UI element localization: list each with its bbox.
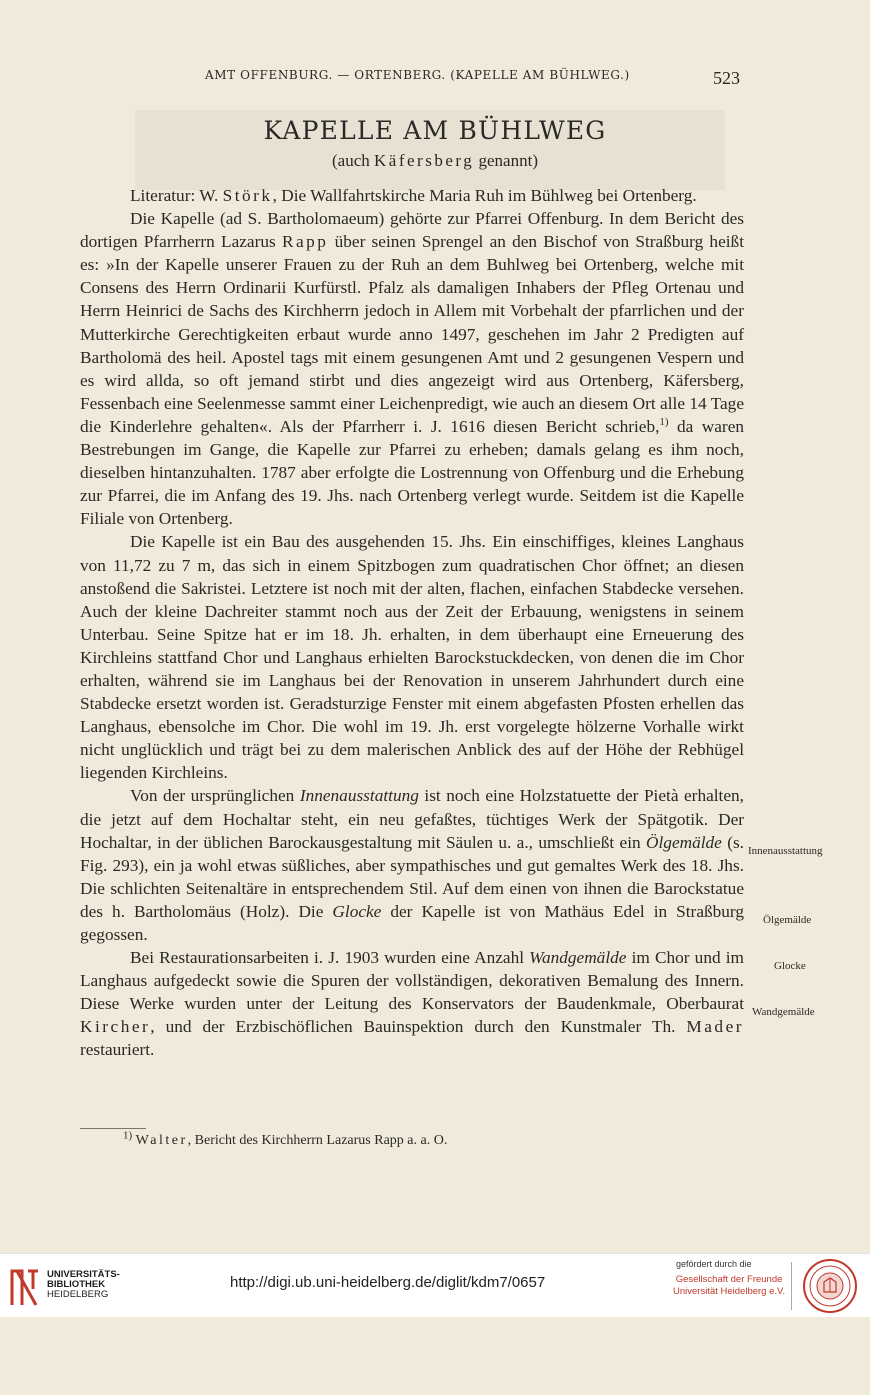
footnote-ref: 1) (659, 416, 669, 429)
permalink-url[interactable]: http://digi.ub.uni-heidelberg.de/diglit/kdm7/0657 (230, 1274, 546, 1291)
footer-bar (0, 1253, 870, 1317)
paragraph-interior: Von der ursprünglichen Innenausstattung ist noch eine Holzstatuette der Pietà erhalten, die jetzt auf dem Hochaltar steht, ein neu gefaßtes, tüchtiges Werk der Spätgotik. Der Hochaltar, in der üblichen Barockausgestaltung mit Säulen u. a., umschließt ein Ölgemälde (s. Fig. 293), ein ja wohl etwas süßliches, aber sympathisches und gut gemaltes Werk des 18. Jhs. Die schlichten Seitenaltäre in entsprechendem Stil. Auf dem einen von ihnen die Barockstatue des h. Bartholomäus (Holz). Die Glocke der Kapelle ist von Mathäus Edel in Straßburg gegossen. (80, 786, 745, 944)
margin-note-glocke: Glocke (774, 960, 806, 972)
page-number: 523 (713, 68, 740, 88)
margin-note-wandgemaelde: Wandgemälde (752, 1006, 815, 1018)
sponsor-name: Gesellschaft der Freunde Universität Heidelberg e.V. (673, 1274, 786, 1297)
body-text (80, 184, 744, 1062)
paragraph-building: Die Kapelle ist ein Bau des ausgehenden 15. Jhs. Ein einschiffiges, kleines Langhaus von 11,72 zu 7 m, das sich in einem Spitzbogen zum quadratischen Chor öffnet; an diesen anstoßend die Sakristei. Letztere ist noch mit der alten, flachen, einfachen Stabdecke versehen. Auch der kleine Dachreiter stammt noch aus der Zeit der Erbauung, wenigstens in seinem Unterbau. Seine Spitze hat er im 18. Jh. erhalten, in dem überhaupt eine Erneuerung des Kirchleins stattfand Chor und Langhaus erhielten Barockstuckdecken, von denen die im Chor erhalten, während sie im Langhaus bei der Renovation in unserem Jahrhundert durch eine Stabdecke ersetzt worden ist. Geradsturzige Fenster mit einem abgefasten Pfosten erhellen das Langhaus, ebensolche im Chor. Die wohl im 19. Jh. erst vorgelegte hölzerne Vorhalle wirkt nicht unglücklich und trägt bei zu dem malerischen Anblick des auf der Höhe der Rebhügel liegenden Kirchleins. (80, 532, 744, 783)
paragraph-literature: Literatur: W. Störk, Die Wallfahrtskirche Maria Ruh im Bühlweg bei Ortenberg. (130, 186, 697, 205)
margin-note-oelgemaelde: Ölgemälde (763, 914, 812, 926)
footnote: $^{1)}$ Walter, Bericht des Kirchherrn Lazarus Rapp a. a. O. (123, 1129, 448, 1148)
running-head: AMT OFFENBURG. — ORTENBERG. (KAPELLE AM BÜHLWEG.) (205, 68, 630, 82)
paragraph-restoration: Bei Restaurationsarbeiten i. J. 1903 wurden eine Anzahl Wandgemälde im Chor und im Langhaus aufgedeckt sowie die Spuren der vollständigen, dekorativen Bemalung des Innern. Diese Werke wurden unter der Leitung des Konservators der Baudenkmale, Oberbaurat Kircher, und der Erzbischöflichen Bauinspektion durch den Kunstmaler Th. Mader restauriert. (80, 948, 744, 1060)
chapter-title: KAPELLE AM BÜHLWEG (263, 116, 607, 145)
footnote-rule (80, 1128, 146, 1129)
sponsor-caption: gefördert durch die (676, 1259, 752, 1269)
footer-divider (791, 1262, 792, 1310)
library-logo-icon (8, 1265, 42, 1309)
chapter-subtitle: (auch Käfersberg genannt) (332, 151, 538, 170)
margin-note-innenausstattung: Innenausstattung (748, 845, 823, 857)
university-seal-icon (802, 1258, 858, 1314)
paragraph-history: Die Kapelle (ad S. Bartholomaeum) gehörte zur Pfarrei Offenburg. In dem Bericht des dortigen Pfarrherrn Lazarus Rapp über seinen Sprengel an den Bischof von Straßburg heißt es: »In der Kapelle unserer Frauen zu der Ruh an dem Buhlweg bei Ortenberg, welche mit Consens des Herrn Ordinarii Kurfürstl. Pfalz als damaligen Inhabers der Pfleg Ortenau und Herrn Heinrici de Sachs des Kirchherrn jedoch in Allem mit Vorbehalt der pfarrlichen und der Mutterkirche Gerechtigkeiten erbaut wurde anno 1497, geschehen im Jahr 2 Predigten auf Bartholomä des heil. Apostel tags mit einem gesungenen Amt und 2 gesungenen Vespern und es wird allda, so oft jemand stirbt und dies angezeigt wird aus Ortenberg, Käfersberg, Fessenbach eine Seelenmesse sammt einer Leichenpredigt, wie auch an diesem Ort alle 14 Tage die Kinderlehre gehalten«. Als der Pfarrherr i. J. 1616 diesen Bericht schrieb,$^{1)}$ da waren Bestrebungen im Gange, die Kapelle zur Pfarrei zu erheben; damals gelang es ihm noch, dieselben hintanzuhalten. 1787 aber erfolgte die Lostrennung von Offenburg und die Erhebung zur Pfarrei, die im Anfang des 19. Jhs. nach Ortenberg verlegt wurde. Seitdem ist die Kapelle Filiale von Ortenberg. (80, 209, 744, 529)
library-name: UNIVERSITÄTS- BIBLIOTHEK HEIDELBERG (47, 1269, 120, 1300)
